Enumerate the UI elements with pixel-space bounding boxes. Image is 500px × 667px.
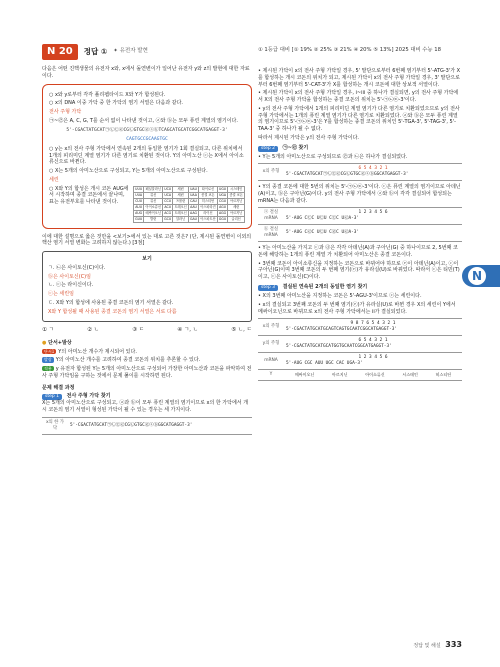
question-number: N 20: [42, 44, 78, 60]
step1-heading: step 1 전사 주형 가닥 찾기: [42, 393, 252, 400]
codon-cell: AGG: [219, 210, 227, 215]
t3-aa-3: 아이소류신: [365, 372, 385, 378]
amino-acid-cell: 류신: [144, 198, 163, 204]
section-tab-label: N: [468, 267, 486, 285]
left-column: [42, 66, 252, 438]
codon-cell: UCU: [164, 186, 172, 191]
step3-heading: step 3 결실된 연속된 2개의 동일한 염기 찾기: [258, 284, 462, 291]
t3-label-y: y의 주형: [258, 336, 284, 353]
amino-acid-cell: 세린: [173, 192, 189, 198]
accuracy-rate: ① 1등급 대비 [① 19% ② 25% ③ 21% ④ 20% ⑤ 13%] 2025 대비 수능 18: [258, 47, 441, 53]
right-text-4: 따라서 제시된 가닥은 y의 전사 주형 가닥이다.: [258, 134, 360, 141]
t3-nums-m: 1 2 3 4 5 6: [358, 355, 388, 360]
topic-label: ✦ 유전자 발현: [113, 48, 148, 55]
data-item-3: ㉠~㉣은 A, C, G, T를 순서 없이 나타낸 것이고, ⓐ와 ⓑ는 모두 퓨린 계열의 염기이다.: [49, 117, 238, 124]
codon-cell: UUA: [135, 192, 143, 197]
step2-text: • Y는 5개의 아미노산으로 구성되므로 ㉣과 ㉡은 하나가 결실되었다.: [258, 153, 408, 160]
right-text-7: • 3번째 코돈이 아이소류신을 지정하는 코돈으로 바뀌어야 하므로 ⓔ이 아데닌(A)이고, ⓒ이 구아닌(G)이며 3번째 코돈의 두 번째 염기(ⓔ)가 유라실(U)로 바뀌었다. 따라서 ⓒ은 티민(T)이고, ⓒ은 사이토신(C)이다.: [258, 260, 460, 281]
page-number: 333: [445, 640, 462, 649]
codon-cell: AUG: [135, 210, 143, 215]
answer-choices: [42, 327, 252, 334]
bogi-a-note: ⓑ은 사이토신(C)임: [48, 273, 91, 280]
codon-cell: AAU: [190, 204, 197, 209]
data-item-5: ○ X는 5개의 아미노산으로 구성되고, Y는 5개의 아미노산으로 구성된다.: [49, 168, 208, 175]
amino-acid-cell: 종결 코돈: [229, 192, 243, 197]
choice-4[interactable]: ④ ㄱ, ㄴ: [177, 327, 199, 334]
codon-cell: GAU: [190, 216, 197, 221]
step2-heading: step 2 ㉠~㉣ 찾기: [258, 145, 462, 152]
right-text-3: • y의 전사 주형 가닥에서 1개의 피리미딘 계열 염기가 다른 염기로 치환되었으므로 y의 전사 주형 가닥에서는 1개의 퓨린 계열 염기가 다른 염기로 치환되었다. ⓐ와 ⓑ은 모두 퓨린 계열의 염기이므로 5'-㉠㉡㉢-3'은 Y를 합성하는 종결 코돈의 위치인 5'-TGA-3', 5'-TAG-3', 5'-TAA-3' 중 하나가 될 수 없다.: [258, 105, 460, 132]
t2-label-a: ⓐ 결실 mRNA: [258, 208, 284, 225]
codon-row: [134, 216, 245, 222]
codon-cell: CCU: [164, 198, 172, 203]
question-text: 이에 대한 설명으로 옳은 것만을 <보기>에서 있는 대로 고른 것은? (단, 제시된 돌연변이 이외의 핵산 염기 서열 변화는 고려하지 않는다.) [3점]: [42, 233, 252, 247]
t3-seq-x: 5'-CGACTATGCATGCAGTCAGTGCAATCGGCATGAGGT-3': [286, 327, 398, 333]
t1-nums: 6 5 4 3 2 1: [358, 166, 388, 172]
bogi-b-note: ⓒ는 세린임: [48, 291, 74, 298]
step2-table-1: [258, 163, 462, 181]
amino-acid-cell: 타이로신: [199, 186, 218, 192]
question-intro: 다음은 어떤 진핵생물의 유전자 x와, x에서 돌연변이가 일어난 유전자 y와 z의 발현에 대한 자료이다.: [42, 66, 250, 79]
page-footer: [413, 640, 462, 651]
hints-title: ● 단서+발상: [42, 339, 72, 346]
bogi-b: ㄴ. ⓒ는 라이신이다.: [48, 282, 94, 289]
data-item-6: ○ X와 Y의 합성은 개시 코돈 AUG에서 시작하며 종결 코돈에서 끝나며, 표는 유전부호를 나타낸 것이다.: [49, 185, 129, 206]
t1-seq: 5'-CGACTATGCAT㉠㉡㉢㉣CG㉡GTGC㉣ⓐⓑGGCATGAGGT-3': [286, 172, 409, 178]
solution-title: 문제 해결 과정: [42, 384, 75, 391]
t3-label-m: mRNA: [258, 353, 284, 370]
right-column: [258, 66, 462, 384]
t3-label-x: x의 주형: [258, 319, 284, 336]
amino-acid-cell: 페닐알라닌: [145, 186, 161, 191]
data-note-template: 전사 주형 가닥: [49, 109, 82, 115]
amino-acid-cell: 아르지닌: [228, 210, 245, 216]
codon-cell: GGU: [218, 216, 227, 221]
codon-cell: ACU: [164, 204, 172, 209]
answer-label: 정답 ①: [83, 46, 108, 56]
codon-cell: UAU: [190, 186, 197, 191]
step1-row-label: x의 한 가닥: [42, 417, 68, 434]
t3-seq-m: 5'-AUG CGC AUU UGC CAC UGA-3': [286, 360, 363, 366]
bogi-a: ㄱ. ㉡은 사이토신(C)이다.: [48, 264, 106, 271]
hint-3: 적용 y 유전자 합성된 Y는 5개의 아미노산으로 구성되어 가장한 아미노산과 코돈을 파악하여 전사 주형 가닥임을 구하는 것에서 문제 풀이를 시작하면 된다.: [42, 366, 252, 379]
codon-cell: AAG: [190, 210, 197, 215]
x-strand-complement: CAGTGCCGCAAGTGC: [126, 136, 168, 142]
step1-text: X는 5개의 아미노산으로 구성되고, ⓐ과 ⓑ이 모두 퓨린 계열의 염기이므로 x의 한 가닥에서 개시 코돈의 염기 서열이 형성된 가닥이 될 수 있는 경우는 세 가지이다.: [42, 400, 249, 414]
right-text-8: • X의 3번째 아미노산을 지정하는 코돈은 5'-AGU-3'이므로 ⓒ는 세린이다.: [258, 293, 422, 299]
t2-seq-a: 5'-AUG C㉢C U㉢U C㉢C U㉣A-3': [286, 216, 360, 222]
amino-acid-cell: 세린: [228, 204, 245, 210]
codon-cell: UCA: [164, 192, 172, 197]
choice-5[interactable]: ⑤ ㄴ, ㄷ: [231, 327, 252, 334]
amino-acid-cell: 히스티딘: [199, 198, 218, 204]
amino-acid-cell: 시스테인: [228, 186, 245, 192]
right-text-1: • 제시된 가닥이 x의 전사 주형 가닥일 경우, 5' 말단으로부터 6번째 염기부터 5'-ATG-3'가 X를 합성하는 개시 코돈의 위치가 되고, 제시된 가닥이 x의 전사 주형 가닥일 경우, 3' 말단으로부터 6번째 염기부터 5'-CAT-3'가 X를 합성하는 개시 코돈에 대한 상보적 서열이다.: [258, 68, 461, 88]
t3-aa-2: 아르지닌: [332, 372, 348, 378]
amino-acid-cell: 세린: [173, 186, 189, 192]
codon-cell: CAU: [190, 198, 197, 203]
codon-cell: ACG: [164, 210, 172, 215]
t3-aa-1: 메싸이오닌: [294, 372, 315, 378]
footer-label: 정답 및 해설: [413, 643, 441, 649]
codon-cell: UGU: [218, 186, 227, 191]
amino-acid-cell: 발린: [144, 216, 163, 222]
codon-cell: GCU: [164, 216, 172, 221]
codon-table: [133, 186, 245, 223]
amino-acid-cell: 트레오닌: [174, 210, 187, 215]
data-note-serine: 세린: [49, 176, 59, 183]
t3-nums-x: 9 8 7 6 5 4 3 2 1: [350, 321, 396, 327]
bogi-c-note: X와 Y 합성될 때 사용된 종결 코돈의 염기 서열은 서로 다름: [48, 308, 177, 315]
codon-cell: CUU: [135, 198, 143, 203]
lightbulb-icon: ●: [42, 339, 47, 346]
codon-cell: UAA: [190, 192, 197, 197]
t2-nums: 1 2 3 4 5 6: [358, 210, 388, 216]
codon-cell: AUU: [135, 204, 143, 209]
choice-2[interactable]: ② ㄴ: [87, 327, 100, 334]
amino-acid-cell: 아이소류신: [145, 204, 161, 209]
amino-acid-cell: 트레오닌: [174, 204, 187, 209]
right-text-5: • Y의 종결 코돈에 대한 5번의 위치는 5'-㉠㉡㉢-3'이다. ⓒ은 퓨린 계열의 염기이므로 아데닌(A)이고, ⓑ은 구아닌(G)이다. y의 전사 주형 가닥에서 ⓐ와 ⓑ이 각각 결실되어 합성되는 mRNA는 다음과 같다.: [258, 184, 461, 204]
t2-seq-b: 5'-AUG C㉣C U㉢U C㉣C U㉣A-3': [284, 225, 462, 242]
amino-acid-cell: 아스파라진: [200, 204, 216, 209]
codon-cell: UGA: [219, 192, 227, 197]
section-tab[interactable]: [462, 265, 500, 287]
step1-row-seq: 5'-CGACTATGCAT㉠㉡㉢㉣CG㉡GTGC㉣ⓐⓑGGCATGAGGT-3': [68, 417, 252, 434]
amino-acid-cell: 라이신: [199, 210, 218, 216]
amino-acid-cell: 메싸이오닌: [145, 210, 161, 215]
t3-aa-list: [286, 372, 460, 377]
data-item-1: ○ x와 y로부터 각각 폴리펩타이드 X와 Y가 합성된다.: [49, 91, 166, 98]
amino-acid-cell: 아스파트산: [200, 216, 216, 221]
step1-table: [42, 417, 252, 435]
amino-acid-cell: 글리신: [228, 216, 245, 222]
codon-cell: GUU: [135, 216, 143, 221]
data-box: [42, 84, 252, 229]
hint-2: 발상 Y의 아미노산 개수를 고려하여 종결 코돈의 위치를 추론할 수 있다.: [44, 357, 201, 364]
amino-acid-cell: 알라닌: [173, 216, 189, 222]
bogi-title: 보기: [142, 256, 152, 263]
codon-cell: CGU: [219, 198, 227, 203]
amino-acid-cell: 종결 코돈: [199, 192, 218, 198]
data-item-4: ○ y는 x의 전사 주형 가닥에서 연속된 2개의 동일한 염기가 1회 결실되고, 다른 위치에서 1개의 피리미딘 계열 염기가 다른 염기로 치환된 것이다. Y의 아미노산 ⓒ는 X에서 아이소류신으로 바뀐다.: [49, 145, 244, 166]
amino-acid-cell: 아르지닌: [228, 198, 245, 204]
t3-aa-5: 히스티딘: [435, 372, 452, 378]
amino-acid-cell: 류신: [144, 192, 163, 198]
choice-3[interactable]: ③ ㄷ: [132, 327, 145, 334]
right-text-2: • 제시된 가닥이 x의 전사 주형 가닥일 경우, i~iii 중 하나가 결실되면, y의 전사 주형 가닥에서 X의 전사 주형 가닥을 합성하는 종결 코돈의 위치는 5'-㉠㉡㉢-3'이다.: [258, 90, 459, 103]
step3-table: [258, 318, 462, 381]
t3-nums-y: 6 5 4 3 2 1: [358, 338, 388, 344]
right-text-9: • x의 결실되고 3번째 코돈의 두 번째 염기(ⓔ)가 유라실(U)로 바뀐 경우 X의 세린이 Y에서 메싸이오닌으로 바뀌므로 x의 전사 주형 가닥에서는 ii가 결실되었다.: [258, 301, 456, 315]
t1-label: x의 주형: [258, 164, 284, 181]
codon-cell: AGU: [219, 204, 227, 209]
codon-cell: UUU: [135, 186, 143, 191]
t3-label-p: Y: [258, 369, 284, 380]
data-item-2: ○ x의 DNA 이중 가닥 중 한 가닥의 염기 서열은 다음과 같다.: [49, 100, 184, 107]
t3-aa-4: 시스테인: [402, 372, 418, 378]
bogi-box: [42, 251, 252, 322]
t3-seq-y: 5'-CGACTATGCATGCATGGTGCAATCGGCATGAGGT-3': [286, 344, 392, 350]
step2-table-2: [258, 207, 462, 242]
right-text-6: • Y는 아미노산을 가지고 ⓒ과 ⓓ은 각각 아데닌(A)과 구아닌(G) 중 하나이므로 2, 5번째 코돈에 해당하는 1개의 퓨린 계열 가 치환되어 아미노산은 종결 코돈이다.: [258, 245, 458, 258]
x-strand-sequence: 5'-CGACTATGCAT㉠㉡㉢㉣CG㉡GTGC㉣ⓐⓑTCAGCATGCATCGGCATGAGGT-3': [66, 127, 228, 133]
hint-1: 단서1 Y의 아미노산 개수가 제시되어 있다.: [44, 348, 137, 355]
t2-label-b: ⓑ 결실 mRNA: [258, 225, 284, 242]
amino-acid-cell: 프롤린: [173, 198, 189, 204]
choice-1[interactable]: ① ㄱ: [42, 327, 54, 334]
bogi-c: ㄷ. X와 Y의 합성에 사용된 종결 코돈의 염기 서열은 같다.: [48, 299, 174, 306]
